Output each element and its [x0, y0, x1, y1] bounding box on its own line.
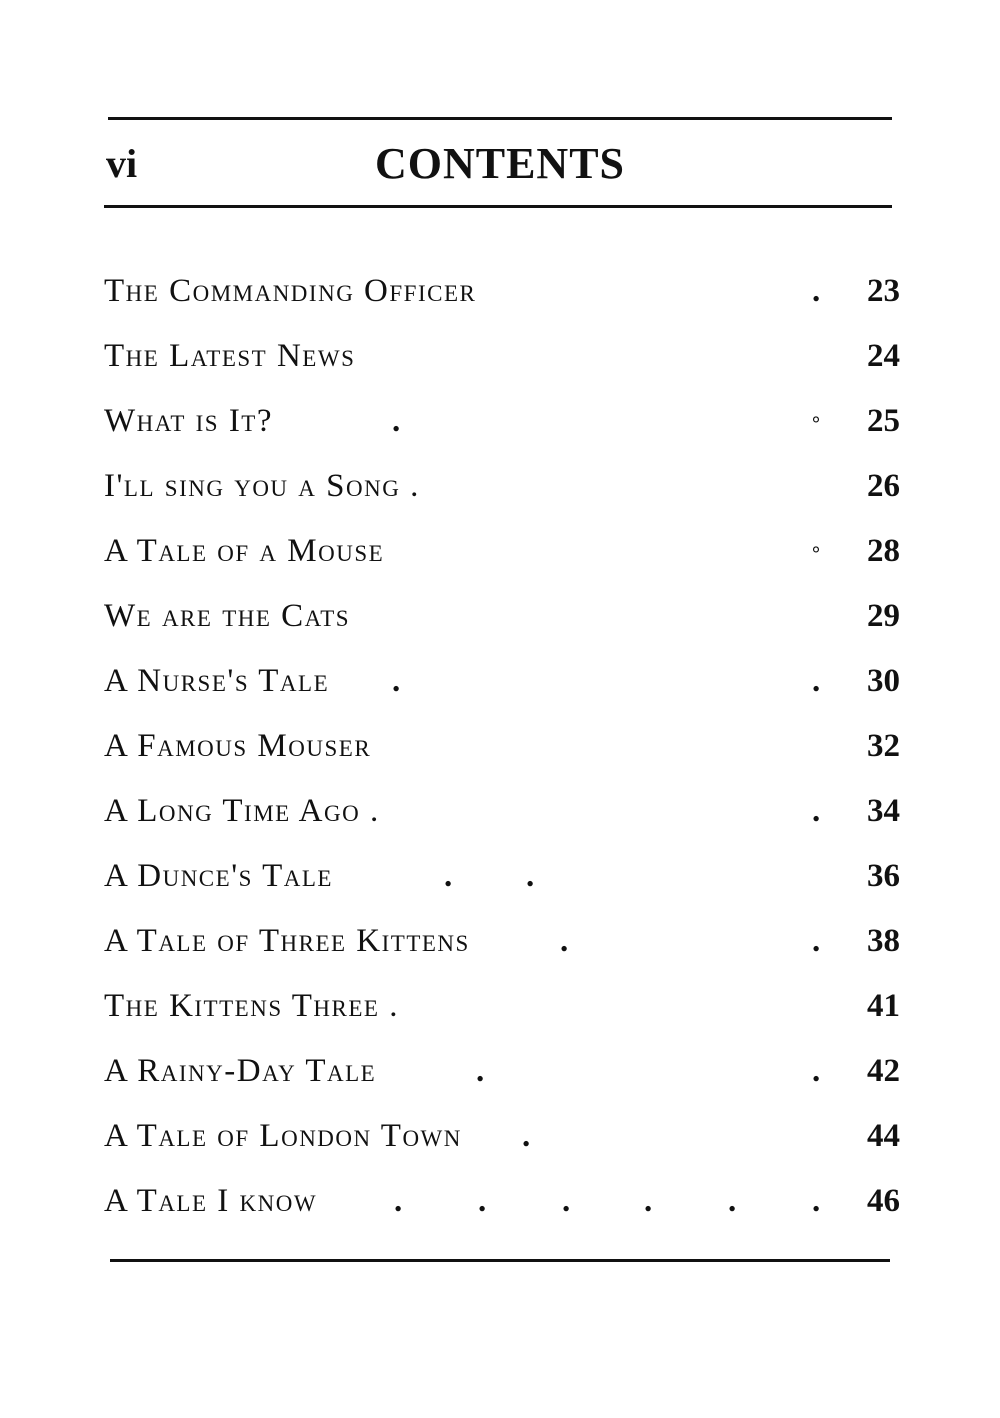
toc-entry-page: 24: [867, 338, 900, 374]
toc-entry: [104, 728, 900, 788]
toc-entry: [104, 793, 900, 853]
leader-dot: °: [812, 543, 820, 565]
toc-entry: [104, 273, 900, 333]
toc-entry-title: What is It?: [104, 403, 274, 439]
leader-dot: .: [812, 273, 821, 309]
leader-dot: .: [560, 923, 569, 959]
toc-entry: [104, 988, 900, 1048]
leader-dot: .: [476, 1053, 485, 1089]
toc-entry-page: 23: [867, 273, 900, 309]
leader-dot: .: [478, 1183, 487, 1219]
toc-entry-title: I'll sing you a Song .: [104, 468, 420, 504]
toc-entry-page: 46: [867, 1183, 900, 1219]
toc-entry-title: A Nurse's Tale: [104, 663, 330, 699]
toc-entry: [104, 1118, 900, 1178]
toc-entry: [104, 598, 900, 658]
toc-entry-page: 41: [867, 988, 900, 1024]
toc-entry-page: 32: [867, 728, 900, 764]
toc-entry-page: 42: [867, 1053, 900, 1089]
bottom-rule: [110, 1259, 890, 1262]
leader-dot: .: [392, 403, 401, 439]
toc-entry-title: A Long Time Ago .: [104, 793, 380, 829]
toc-entry-page: 30: [867, 663, 900, 699]
leader-dot: °: [812, 413, 820, 435]
toc-entry-page: 38: [867, 923, 900, 959]
leader-dot: .: [444, 858, 453, 894]
toc-entry: [104, 1183, 900, 1243]
toc-entry-title: The Commanding Officer: [104, 273, 477, 309]
toc-entry-title: A Dunce's Tale: [104, 858, 333, 894]
toc-entry: [104, 533, 900, 593]
toc-entry: [104, 663, 900, 723]
toc-entry: [104, 403, 900, 463]
toc-entry: [104, 923, 900, 983]
toc-entry-page: 26: [867, 468, 900, 504]
leader-dot: .: [728, 1183, 737, 1219]
top-rule: [108, 117, 892, 120]
toc-entry-title: A Tale of Three Kittens: [104, 923, 470, 959]
toc-entry-title: A Rainy-Day Tale: [104, 1053, 377, 1089]
toc-entry-title: A Tale of a Mouse: [104, 533, 385, 569]
toc-entry-title: The Kittens Three .: [104, 988, 399, 1024]
toc-entry-page: 34: [867, 793, 900, 829]
leader-dot: .: [812, 1053, 821, 1089]
leader-dot: .: [644, 1183, 653, 1219]
toc-entry-page: 25: [867, 403, 900, 439]
toc-entry-title: The Latest News: [104, 338, 356, 374]
leader-dot: .: [526, 858, 535, 894]
toc-entry-title: A Tale of London Town: [104, 1118, 462, 1154]
leader-dot: .: [812, 1183, 821, 1219]
toc-entry-page: 29: [867, 598, 900, 634]
leader-dot: .: [562, 1183, 571, 1219]
leader-dot: .: [522, 1118, 531, 1154]
toc-entry-title: A Tale I know: [104, 1183, 318, 1219]
toc-entry-page: 44: [867, 1118, 900, 1154]
toc-entry: [104, 468, 900, 528]
toc-entry: [104, 338, 900, 398]
page-number: vi: [106, 141, 138, 186]
header-rule: [104, 205, 892, 208]
leader-dot: .: [812, 923, 821, 959]
toc-entry-page: 36: [867, 858, 900, 894]
toc-entry-page: 28: [867, 533, 900, 569]
toc-entry-title: We are the Cats: [104, 598, 351, 634]
leader-dot: .: [812, 793, 821, 829]
toc-entry: [104, 1053, 900, 1113]
leader-dot: .: [812, 663, 821, 699]
toc-entry-title: A Famous Mouser: [104, 728, 372, 764]
leader-dot: .: [394, 1183, 403, 1219]
toc-entry: [104, 858, 900, 918]
leader-dot: .: [392, 663, 401, 699]
page-title: CONTENTS: [374, 139, 626, 188]
